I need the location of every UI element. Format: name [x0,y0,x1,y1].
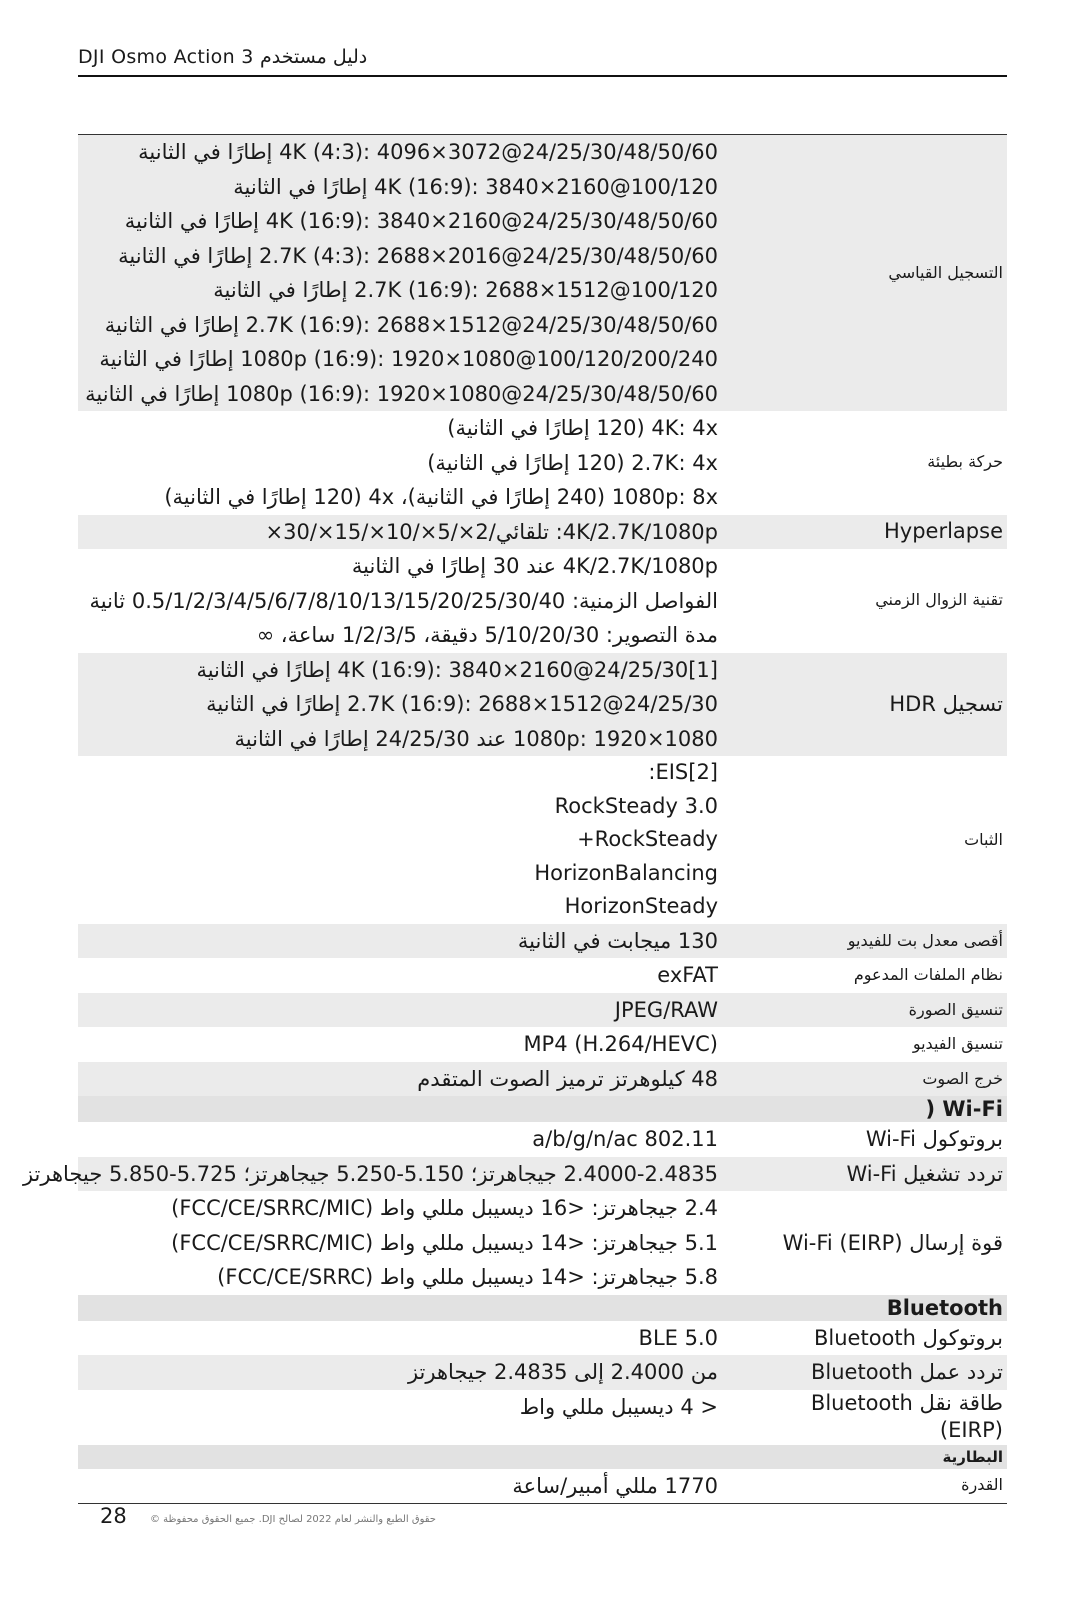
spec-values [78,1390,736,1445]
section-title: البطارية [942,1447,1003,1466]
copyright-notice: حقوق الطبع والنشر لعام 2022 لصالح DJI. جميع الحقوق محفوظة © [150,1514,436,1525]
spec-row-slow-motion [78,411,1007,515]
spec-label: Hyperlapse [884,519,1003,544]
spec-label: تردد تشغيل Wi-Fi [846,1161,1003,1186]
spec-value-line: 130 ميجابت في الثانية [517,928,718,953]
spec-value-line: 1080p (16:9): 1920×1080@100/120/200/240 إطارًا في الثانية [99,347,718,371]
spec-label: بروتوكول Wi-Fi [865,1127,1003,1152]
spec-value-line: 5.1 جيجاهرتز: <14 ديسيبل مللي واط (FCC/CE/SRRC/MIC) [171,1230,718,1255]
spec-row-stabilization [78,756,1007,924]
spec-row-hyperlapse [78,515,1007,550]
spec-row-wifi-protocol [78,1122,1007,1157]
spec-value-line: 4K (16:9): 3840×2160@24/25/30/48/50/60 إطارًا في الثانية [124,209,718,233]
spec-row-max-bitrate [78,924,1007,959]
spec-values [78,924,736,959]
spec-value-line: JPEG/RAW [614,997,718,1022]
spec-row-bt-protocol [78,1321,1007,1356]
spec-values [78,135,736,411]
section-header-bluetooth [78,1295,1007,1321]
spec-values [78,1062,736,1097]
spec-label: خرج الصوت [922,1068,1003,1088]
spec-value-line: 2.7K (16:9): 2688×1512@100/120 إطارًا في الثانية [213,278,718,302]
spec-values [78,1355,736,1390]
spec-value-line: 2.7K (16:9): 2688×1512@24/25/30 إطارًا في الثانية [206,692,718,716]
spec-row-wifi-frequency [22,1157,1007,1192]
spec-label: طاقة نقل Bluetooth (EIRP) [810,1390,1003,1443]
spec-label: بروتوكول Bluetooth [814,1325,1003,1350]
specs-table [22,134,1007,1504]
spec-label: التسجيل القياسي [888,262,1003,282]
spec-values [78,993,736,1028]
spec-values [22,1157,736,1192]
spec-row-video-format [78,1027,1007,1062]
spec-label: الثبات [964,829,1003,849]
spec-value-line: مدة التصوير: 5/10/20/30 دقيقة، 1/2/3/5 ساعة، ∞ [256,623,718,647]
section-title: Bluetooth [886,1295,1003,1320]
spec-values [78,1122,736,1157]
spec-value-line: 4K/2.7K/1080p: تلقائي/2×/5×/10×/15×/30× [265,519,718,544]
spec-value-line: HorizonSteady [564,894,718,919]
section-title: Wi-Fi ( [925,1097,1003,1122]
spec-label: تقنية الزوال الزمني [875,590,1003,610]
spec-row-timelapse [78,549,1007,653]
spec-value-line: EIS[2]: [648,760,718,784]
spec-value-line: 1080p: 8x (240 إطارًا في الثانية)، 4x (120 إطارًا في الثانية) [164,485,718,509]
spec-value-line: 2.7K (16:9): 2688×1512@24/25/30/48/50/60 إطارًا في الثانية [104,312,718,337]
page-number: 28 [100,1504,127,1528]
spec-value-line: 4K: 4x (120 إطارًا في الثانية) [447,416,718,440]
spec-label: قوة إرسال Wi-Fi (EIRP) [782,1230,1003,1255]
spec-value-line: 2.7K (4:3): 2688×2016@24/25/30/48/50/60 إطارًا في الثانية [118,243,718,268]
spec-values [78,958,736,993]
spec-value-line: < 4 ديسيبل مللي واط [519,1394,718,1419]
spec-value-line: 4K (16:9): 3840×2160@24/25/30[1] إطارًا في الثانية [196,657,718,682]
spec-value-line: الفواصل الزمنية: 0.5/1/2/3/4/5/6/7/8/10/13/15/20/25/30/40 ثانية [89,588,718,613]
spec-row-wifi-power [78,1191,1007,1295]
spec-values [78,515,736,550]
spec-row-photo-format [78,993,1007,1028]
spec-value-line: من 2.4000 إلى 2.4835 جيجاهرتز [407,1360,718,1385]
spec-value-line: 1080p (16:9): 1920×1080@24/25/30/48/50/60 إطارًا في الثانية [85,381,718,406]
spec-row-bt-frequency [78,1355,1007,1390]
spec-row-hdr-recording [78,653,1007,757]
spec-values [78,1027,736,1062]
spec-value-line: 2.7K: 4x (120 إطارًا في الثانية) [427,450,718,475]
spec-value-line: MP4 (H.264/HEVC) [523,1032,718,1057]
spec-value-line: 5.8 جيجاهرتز: <14 ديسيبل مللي واط (FCC/CE/SRRC) [217,1265,718,1290]
spec-row-standard-recording [78,135,1007,411]
spec-values [78,411,736,515]
spec-values [78,1469,736,1504]
spec-value-line: BLE 5.0 [638,1325,718,1350]
spec-value-line: 802.11 a/b/g/n/ac [532,1127,718,1152]
document-header-title: DJI Osmo Action 3 دليل مستخدم [78,46,368,68]
spec-label: تنسيق الصورة [908,999,1003,1019]
spec-value-line: RockSteady 3.0 [554,793,718,818]
spec-values [78,549,736,653]
spec-value-line: 1770 مللي أمبير/ساعة [512,1473,718,1498]
spec-label: نظام الملفات المدعوم [853,965,1003,985]
spec-row-bt-power [78,1390,1007,1445]
section-header-wifi [78,1096,1007,1122]
spec-value-line: exFAT [657,963,718,988]
spec-label: تسجيل HDR [889,691,1003,716]
spec-values [78,653,736,757]
spec-values [78,756,736,924]
spec-values [78,1321,736,1356]
spec-value-line: RockSteady+ [577,827,718,852]
spec-values [78,1191,736,1295]
section-header-battery [78,1445,1007,1469]
spec-row-battery-capacity [78,1469,1007,1504]
spec-value-line: 1080p: 1920×1080 عند 24/25/30 إطارًا في الثانية [234,726,718,751]
spec-value-line: 48 كيلوهرتز ترميز الصوت المتقدم [417,1066,718,1091]
spec-row-file-system [78,958,1007,993]
spec-value-line: 4K/2.7K/1080p عند 30 إطارًا في الثانية [351,554,718,578]
spec-label: حركة بطيئة [927,452,1003,472]
spec-value-line: 4K (4:3): 4096×3072@24/25/30/48/50/60 إطارًا في الثانية [138,140,718,164]
spec-value-line: 4K (16:9): 3840×2160@100/120 إطارًا في الثانية [233,174,718,199]
spec-row-audio-output [78,1062,1007,1097]
spec-label: تردد عمل Bluetooth [810,1360,1003,1385]
spec-value-line: HorizonBalancing [534,860,718,885]
spec-value-line: 2.4000-2.4835 جيجاهرتز؛ 5.150-5.250 جيجاهرتز؛ 5.725-5.850 جيجاهرتز [22,1161,718,1186]
header-divider [78,75,1007,77]
spec-label: تنسيق الفيديو [912,1034,1003,1054]
spec-value-line: 2.4 جيجاهرتز: <16 ديسيبل مللي واط (FCC/CE/SRRC/MIC) [171,1196,718,1221]
spec-label: أقصى معدل بت للفيديو [847,930,1003,950]
spec-label: القدرة [961,1475,1003,1495]
